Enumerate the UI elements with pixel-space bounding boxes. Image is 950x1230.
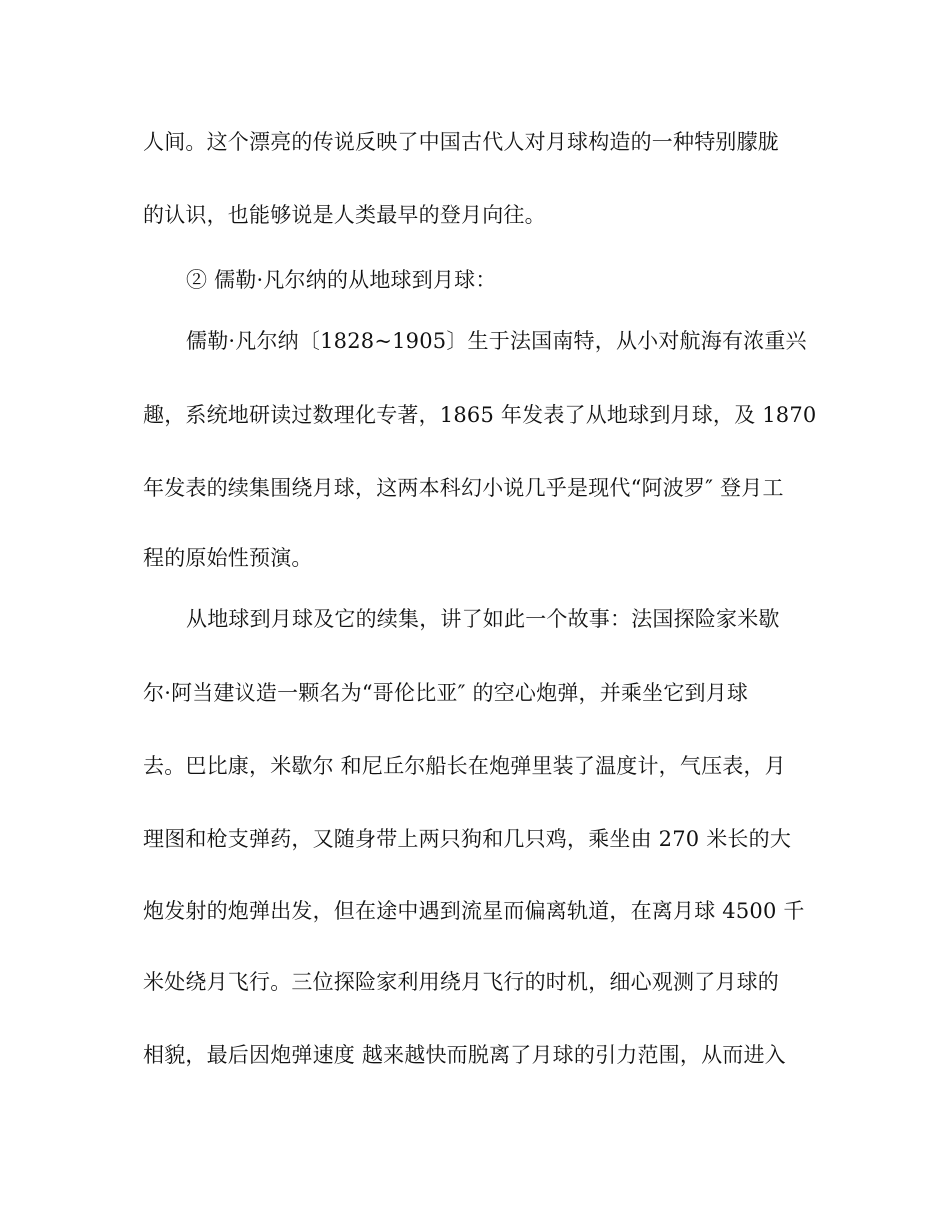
text-line: 理图和枪支弹药，又随身带上两只狗和几只鸡，乘坐由 270 米长的大 bbox=[143, 827, 792, 851]
text-line: 趣，系统地研读过数理化专著，1865 年发表了从地球到月球，及 1870 bbox=[143, 403, 817, 427]
text-line: 去。巴比康，米歇尔 和尼丘尔船长在炮弹里装了温度计，气压表，月 bbox=[143, 754, 786, 778]
text-line: 年发表的续集围绕月球，这两本科幻小说几乎是现代“阿波罗″ 登月工 bbox=[143, 476, 784, 500]
text-line: 相貌，最后因炮弹速度 越来越快而脱离了月球的引力范围，从而进入 bbox=[143, 1043, 786, 1067]
section-heading: ② 儒勒·凡尔纳的从地球到月球： bbox=[186, 268, 497, 292]
text-line: 的认识，也能够说是人类最早的登月向往。 bbox=[143, 203, 546, 227]
text-line: 程的原始性预演。 bbox=[143, 546, 313, 570]
text-line: 人间。这个漂亮的传说反映了中国古代人对月球构造的一种特别朦胧 bbox=[143, 130, 779, 154]
text-line: 米处绕月飞行。三位探险家利用绕月飞行的时机，细心观测了月球的 bbox=[143, 970, 779, 994]
text-line: 炮发射的炮弹出发，但在途中遇到流星而偏离轨道，在离月球 4500 千 bbox=[143, 899, 805, 923]
text-line: 儒勒·凡尔纳〔1828~1905〕生于法国南特，从小对航海有浓重兴 bbox=[186, 329, 807, 353]
text-line: 从地球到月球及它的续集，讲了如此一个故事：法国探险家米歇 bbox=[186, 607, 780, 631]
text-line: 尔·阿当建议造一颗名为“哥伦比亚″ 的空心炮弹，并乘坐它到月球 bbox=[143, 681, 749, 705]
